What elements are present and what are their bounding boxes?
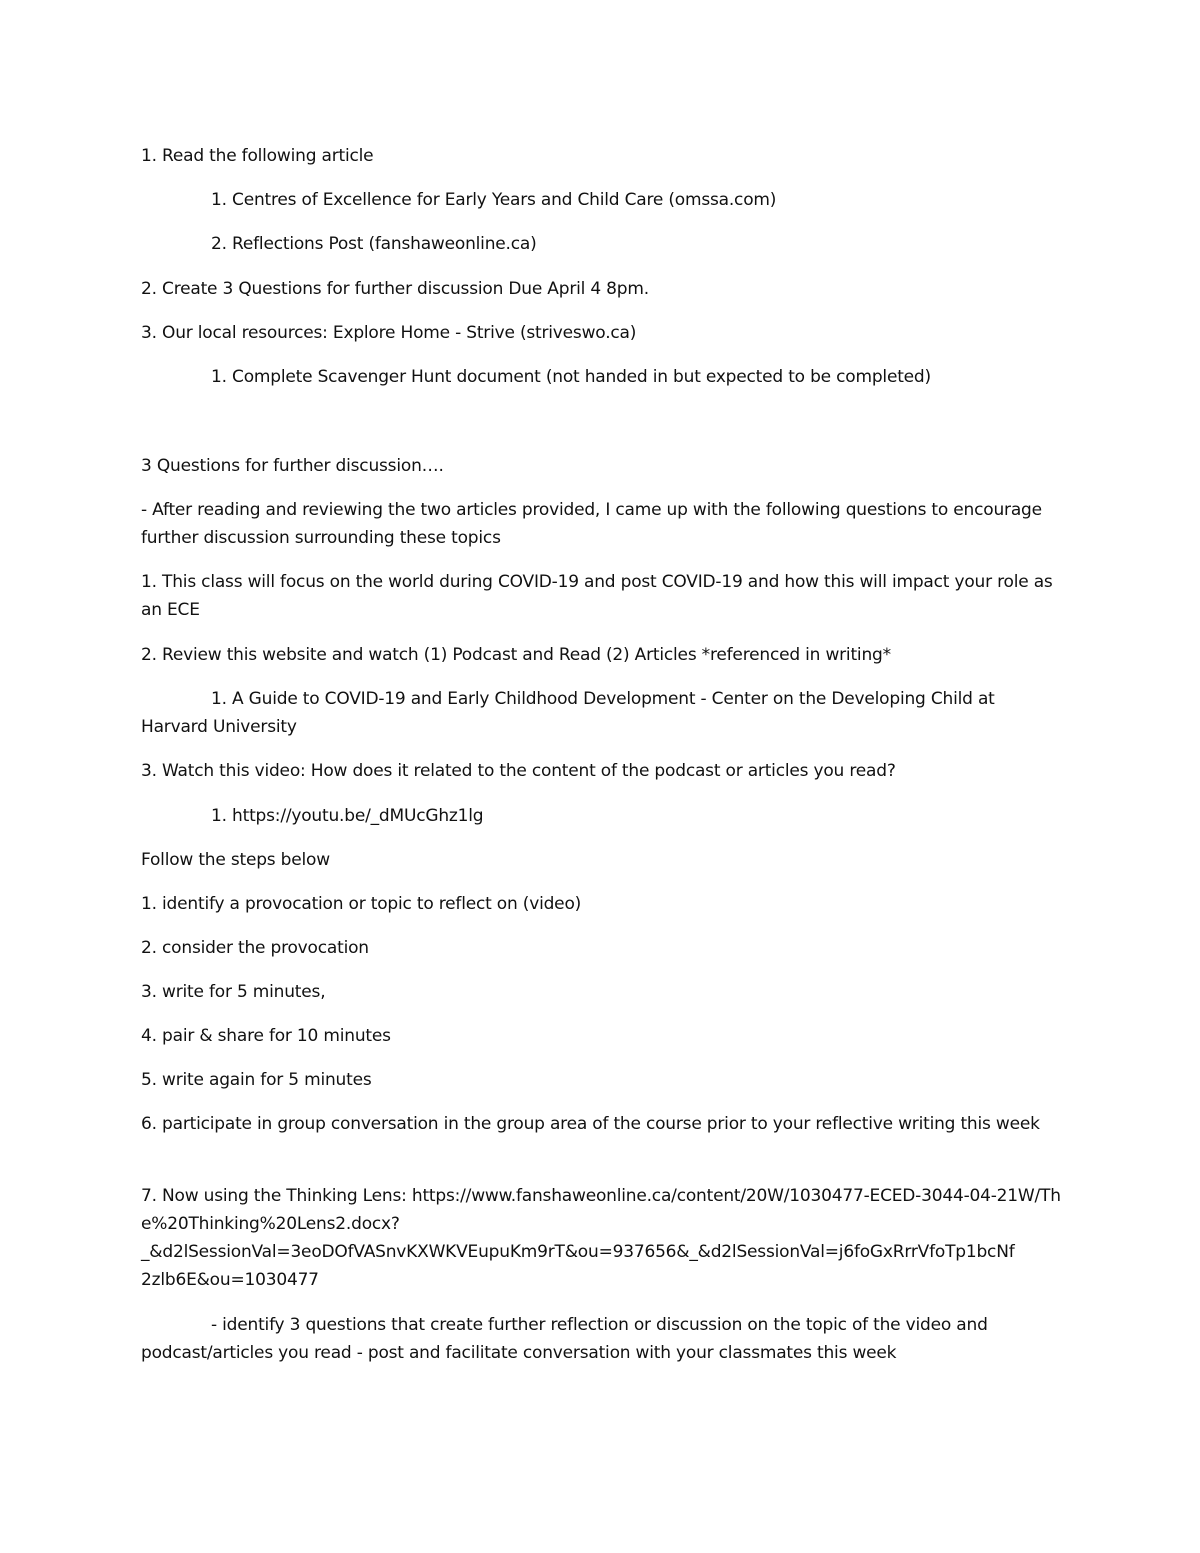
step-5 [141,1066,372,1094]
step-text: pair & share for 10 minutes [156,1026,391,1046]
list-number: 1. [211,689,227,709]
question-text: Review this website and watch (1) Podcast and Read (2) Articles *referenced in writing* [156,645,891,665]
list-number: 3. [141,982,157,1002]
task-1 [141,142,373,170]
list-number: 5. [141,1070,157,1090]
task-text: Create 3 Questions for further discussion Due April 4 8pm. [156,279,649,299]
session-url-line-2: 2zlb6E&ou=1030477 [141,1270,319,1290]
task-1-sub-2 [211,230,537,258]
question-text: A Guide to COVID-19 and Early Childhood Development - Center on the Developing Child at Harvard University [141,689,995,737]
list-number: 7. [141,1186,157,1206]
step-text: write again for 5 minutes [156,1070,372,1090]
task-text: Reflections Post (fanshaweonline.ca) [226,234,537,254]
question-2-sub-1 [141,685,1061,741]
step-1 [141,890,581,918]
questions-intro: - After reading and reviewing the two articles provided, I came up with the following questions to encourage further discussion surrounding these topics [141,500,1042,548]
list-number: 1. [211,806,227,826]
steps-heading: Follow the steps below [141,850,330,870]
list-number: 6. [141,1114,157,1134]
list-number: 1. [141,146,157,166]
question-3 [141,757,896,785]
video-link: https://youtu.be/_dMUcGhz1lg [226,806,484,826]
step-text: write for 5 minutes, [156,982,326,1002]
list-number: 1. [141,894,157,914]
questions-heading: 3 Questions for further discussion…. [141,456,444,476]
list-number: 2. [141,645,157,665]
question-2 [141,641,891,669]
task-1-sub-1 [211,186,776,214]
list-number: 4. [141,1026,157,1046]
final-note-line-1: - identify 3 questions that create further reflection or discussion on the topic of the video and [211,1315,988,1335]
list-number: 1. [211,367,227,387]
step-text: identify a provocation or topic to reflect on (video) [156,894,582,914]
task-text: Complete Scavenger Hunt document (not handed in but expected to be completed) [226,367,931,387]
list-number: 2. [141,938,157,958]
question-1 [141,568,1061,624]
step-4 [141,1022,391,1050]
list-number: 2. [211,234,227,254]
task-3-sub-1 [211,363,931,391]
thinking-lens-link: Now using the Thinking Lens: https://www.fanshaweonline.ca/content/20W/1030477-ECED-3044-04-21W/The%20Thinking%20Lens2.docx? [141,1186,1061,1234]
step-text: consider the provocation [156,938,369,958]
list-number: 3. [141,761,157,781]
step-7 [141,1182,1071,1238]
step-3 [141,978,325,1006]
task-text: Our local resources: Explore Home - Strive (striveswo.ca) [156,323,637,343]
step-6 [141,1110,1061,1138]
session-url-line-1: _&d2lSessionVal=3eoDOfVASnvKXWKVEupuKm9rT&ou=937656&_&d2lSessionVal=j6foGxRrrVfoTp1bcNf [141,1242,1015,1262]
question-3-sub-1 [211,802,483,830]
question-text: Watch this video: How does it related to the content of the podcast or articles you read? [156,761,896,781]
question-text: This class will focus on the world during COVID-19 and post COVID-19 and how this will impact your role as an ECE [141,572,1053,620]
task-3 [141,319,636,347]
final-note-line-2: podcast/articles you read - post and facilitate conversation with your classmates this week [141,1343,897,1363]
step-text: participate in group conversation in the group area of the course prior to your reflective writing this week [156,1114,1040,1134]
list-number: 2. [141,279,157,299]
task-2 [141,275,649,303]
list-number: 1. [141,572,157,592]
task-text: Centres of Excellence for Early Years and Child Care (omssa.com) [226,190,777,210]
list-number: 1. [211,190,227,210]
step-2 [141,934,369,962]
list-number: 3. [141,323,157,343]
task-text: Read the following article [156,146,374,166]
